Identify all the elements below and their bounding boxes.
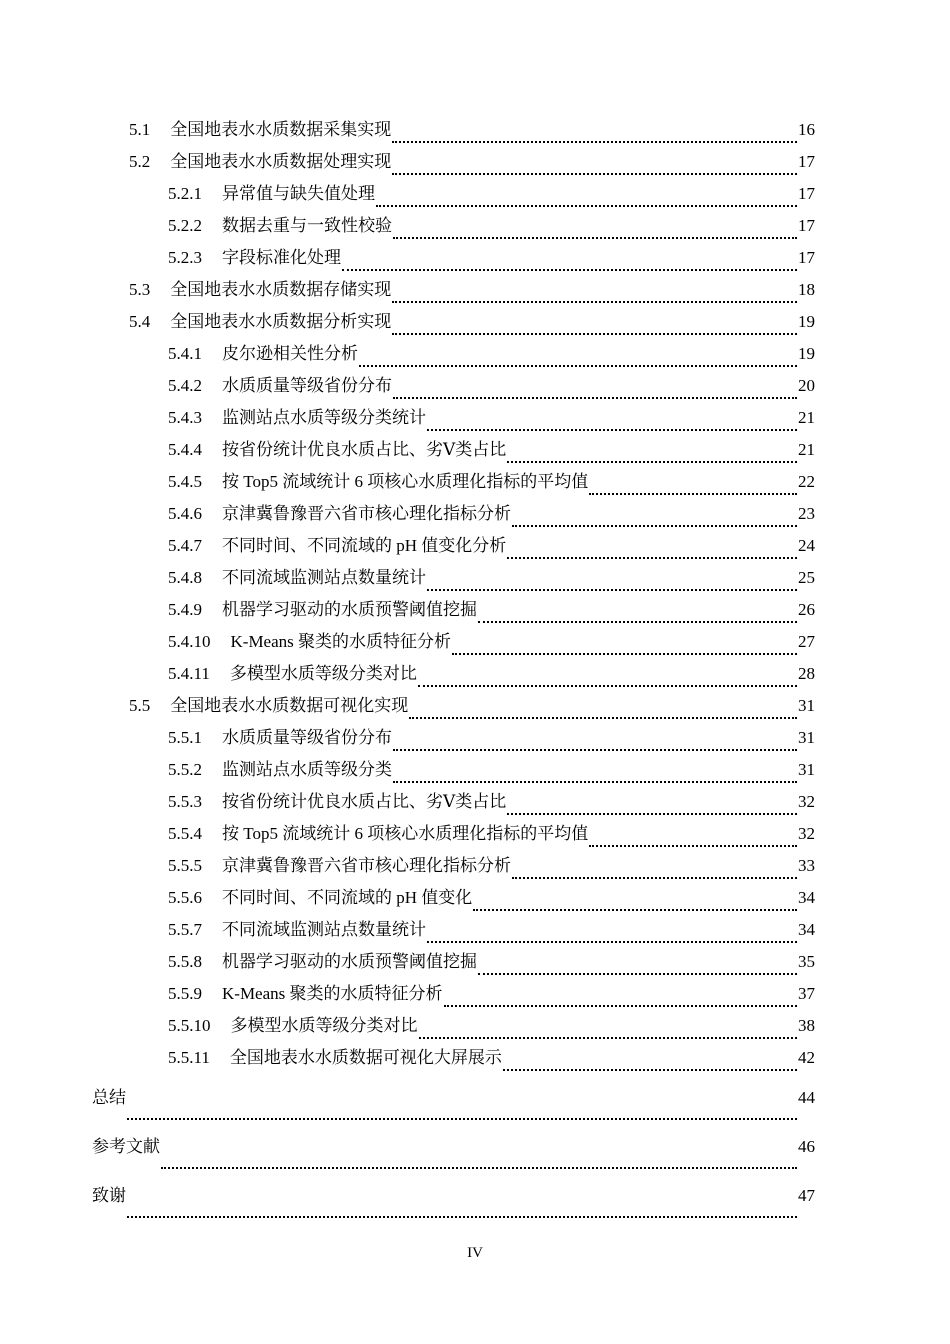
dot-leader: [512, 525, 797, 527]
toc-entry-page: 17: [798, 216, 815, 235]
toc-entry-page: 16: [798, 120, 815, 139]
toc-entry-number: 5.5.6: [168, 888, 202, 907]
toc-entry-title: 水质质量等级省份分布: [222, 728, 392, 747]
toc-entry-page: 32: [798, 792, 815, 811]
dot-leader: [393, 397, 797, 399]
toc-entry[interactable]: [0, 182, 815, 214]
toc-entry-page: 21: [798, 440, 815, 459]
toc-entry-title: 按 Top5 流域统计 6 项核心水质理化指标的平均值: [222, 824, 589, 843]
toc-entry[interactable]: [0, 438, 815, 470]
dot-leader: [393, 237, 797, 239]
toc-entry-title: 机器学习驱动的水质预警阈值挖掘: [222, 952, 477, 971]
toc-entry-number: 5.5.7: [168, 920, 202, 939]
toc-entry-title: 不同时间、不同流域的 pH 值变化: [222, 888, 473, 907]
toc-entry-title: 不同流域监测站点数量统计: [222, 920, 426, 939]
toc-entry-page: 47: [798, 1186, 815, 1205]
toc-entry[interactable]: [0, 822, 815, 854]
dot-leader: [452, 653, 797, 655]
toc-entry[interactable]: [0, 982, 815, 1014]
toc-entry-number: 5.5.10: [168, 1016, 211, 1035]
toc-entry-page: 28: [798, 664, 815, 683]
toc-entry-page: 23: [798, 504, 815, 523]
toc-entry-number: 5.4.9: [168, 600, 202, 619]
toc-entry-page: 17: [798, 248, 815, 267]
toc-entry-page: 33: [798, 856, 815, 875]
table-of-contents: [0, 118, 950, 1225]
dot-leader: [473, 909, 797, 911]
toc-entry-title: 监测站点水质等级分类统计: [222, 408, 426, 427]
toc-entry-title: 不同时间、不同流域的 pH 值变化分析: [222, 536, 507, 555]
toc-entry[interactable]: [0, 918, 815, 950]
toc-entry-page: 22: [798, 472, 815, 491]
toc-entry-title: 多模型水质等级分类对比: [230, 1016, 418, 1035]
toc-entry-page: 18: [798, 280, 815, 299]
toc-entry-page: 31: [798, 728, 815, 747]
toc-entry-number: 5.4.6: [168, 504, 202, 523]
dot-leader: [478, 621, 797, 623]
toc-entry[interactable]: [0, 886, 815, 918]
toc-entry-page: 34: [798, 920, 815, 939]
toc-entry-title: 总结: [92, 1088, 126, 1108]
toc-entry-page: 32: [798, 824, 815, 843]
toc-entry-title: 多模型水质等级分类对比: [229, 664, 417, 683]
toc-entry[interactable]: [0, 1127, 815, 1176]
toc-entry-number: 5.4.5: [168, 472, 202, 491]
dot-leader: [393, 749, 797, 751]
toc-entry-page: 31: [798, 696, 815, 715]
toc-entry[interactable]: [0, 150, 815, 182]
dot-leader: [589, 845, 797, 847]
dot-leader: [359, 365, 797, 367]
toc-entry-title: 皮尔逊相关性分析: [222, 344, 358, 363]
dot-leader: [478, 973, 797, 975]
toc-entry-number: 5.2.2: [168, 216, 202, 235]
toc-entry-title: 致谢: [92, 1186, 126, 1206]
toc-entry-number: 5.4.4: [168, 440, 202, 459]
toc-entry[interactable]: [0, 342, 815, 374]
toc-entry[interactable]: [0, 278, 815, 310]
dot-leader: [376, 205, 797, 207]
toc-entry-number: 5.3: [129, 280, 151, 299]
toc-entry-number: 5.4.11: [168, 664, 210, 683]
toc-entry-page: 17: [798, 152, 815, 171]
dot-leader: [392, 173, 797, 175]
dot-leader: [161, 1167, 797, 1169]
toc-entry-page: 19: [798, 312, 815, 331]
toc-entry-number: 5.5: [129, 696, 151, 715]
dot-leader: [512, 877, 797, 879]
toc-entry-title: 数据去重与一致性校验: [222, 216, 392, 235]
toc-entry[interactable]: [0, 790, 815, 822]
toc-entry[interactable]: [0, 214, 815, 246]
toc-entry-number: 5.5.4: [168, 824, 202, 843]
toc-entry-title: 按 Top5 流域统计 6 项核心水质理化指标的平均值: [222, 472, 589, 491]
toc-entry[interactable]: [0, 630, 815, 662]
toc-entry-title: 不同流域监测站点数量统计: [222, 568, 426, 587]
toc-entry-page: 20: [798, 376, 815, 395]
toc-entry-number: 5.5.9: [168, 984, 202, 1003]
toc-entry-number: 5.4.8: [168, 568, 202, 587]
toc-entry-title: 水质质量等级省份分布: [222, 376, 392, 395]
toc-entry-title: 全国地表水水质数据可视化大屏展示: [229, 1048, 502, 1067]
dot-leader: [392, 333, 797, 335]
toc-entry[interactable]: [0, 566, 815, 598]
toc-entry-number: 5.5.5: [168, 856, 202, 875]
toc-entry-number: 5.2: [129, 152, 151, 171]
toc-entry-page: 42: [798, 1048, 815, 1067]
dot-leader: [427, 429, 797, 431]
toc-entry-title: 按省份统计优良水质占比、劣Ⅴ类占比: [222, 792, 507, 811]
toc-entry[interactable]: [0, 1078, 815, 1127]
toc-entry-title: K-Means 聚类的水质特征分析: [222, 984, 443, 1003]
toc-entry-page: 25: [798, 568, 815, 587]
dot-leader: [418, 685, 797, 687]
dot-leader: [507, 461, 797, 463]
toc-entry-number: 5.5.8: [168, 952, 202, 971]
dot-leader: [342, 269, 797, 271]
toc-entry-number: 5.2.1: [168, 184, 202, 203]
dot-leader: [419, 1037, 798, 1039]
dot-leader: [392, 141, 797, 143]
toc-entry-title: K-Means 聚类的水质特征分析: [230, 632, 452, 651]
toc-entry-title: 异常值与缺失值处理: [222, 184, 375, 203]
dot-leader: [444, 1005, 797, 1007]
toc-entry-title: 机器学习驱动的水质预警阈值挖掘: [222, 600, 477, 619]
toc-entry-page: 31: [798, 760, 815, 779]
toc-entry[interactable]: [0, 1176, 815, 1225]
toc-entry[interactable]: [0, 950, 815, 982]
toc-entry[interactable]: [0, 310, 815, 342]
toc-entry[interactable]: [0, 246, 815, 278]
toc-entry[interactable]: [0, 534, 815, 566]
dot-leader: [507, 557, 797, 559]
toc-entry-number: 5.4.2: [168, 376, 202, 395]
toc-entry-number: 5.5.2: [168, 760, 202, 779]
dot-leader: [427, 941, 797, 943]
dot-leader: [507, 813, 797, 815]
toc-entry[interactable]: [0, 598, 815, 630]
dot-leader: [503, 1069, 797, 1071]
toc-entry-page: 35: [798, 952, 815, 971]
dot-leader: [127, 1118, 797, 1120]
toc-entry[interactable]: [0, 726, 815, 758]
toc-entry-page: 44: [798, 1088, 815, 1107]
toc-entry-page: 19: [798, 344, 815, 363]
toc-entry[interactable]: [0, 694, 815, 726]
dot-leader: [589, 493, 797, 495]
toc-entry-number: 5.1: [129, 120, 151, 139]
toc-entry-page: 37: [798, 984, 815, 1003]
toc-entry[interactable]: [0, 374, 815, 406]
toc-entry-page: 46: [798, 1137, 815, 1156]
toc-entry-title: 京津冀鲁豫晋六省市核心理化指标分析: [222, 504, 511, 523]
toc-entry-number: 5.4.7: [168, 536, 202, 555]
toc-entry-number: 5.4.3: [168, 408, 202, 427]
dot-leader: [393, 781, 797, 783]
toc-entry-number: 5.4: [129, 312, 151, 331]
toc-entry-page: 17: [798, 184, 815, 203]
toc-entry-page: 26: [798, 600, 815, 619]
toc-entry-title: 监测站点水质等级分类: [222, 760, 392, 779]
toc-entry-page: 34: [798, 888, 815, 907]
page-number: IV: [467, 1245, 483, 1261]
dot-leader: [409, 717, 797, 719]
toc-entry-number: 5.5.1: [168, 728, 202, 747]
toc-entry-title: 全国地表水水质数据可视化实现: [170, 696, 409, 715]
toc-entry-number: 5.2.3: [168, 248, 202, 267]
toc-entry-number: 5.5.3: [168, 792, 202, 811]
toc-entry-number: 5.4.10: [168, 632, 211, 651]
toc-entry-page: 21: [798, 408, 815, 427]
toc-entry-title: 字段标准化处理: [222, 248, 341, 267]
toc-entry[interactable]: [0, 662, 815, 694]
toc-entry[interactable]: [0, 1046, 815, 1078]
toc-entry-page: 24: [798, 536, 815, 555]
toc-entry[interactable]: [0, 1014, 815, 1046]
toc-entry[interactable]: [0, 758, 815, 790]
toc-entry[interactable]: [0, 406, 815, 438]
dot-leader: [427, 589, 797, 591]
toc-entry-title: 全国地表水水质数据分析实现: [170, 312, 392, 331]
toc-entry-title: 参考文献: [92, 1137, 160, 1157]
toc-entry[interactable]: [0, 118, 815, 150]
toc-entry-page: 27: [798, 632, 815, 651]
toc-entry-title: 按省份统计优良水质占比、劣Ⅴ类占比: [222, 440, 507, 459]
toc-entry-number: 5.5.11: [168, 1048, 210, 1067]
toc-entry-title: 京津冀鲁豫晋六省市核心理化指标分析: [222, 856, 511, 875]
dot-leader: [392, 301, 797, 303]
toc-entry[interactable]: [0, 502, 815, 534]
toc-entry-title: 全国地表水水质数据采集实现: [170, 120, 392, 139]
toc-entry-page: 38: [798, 1016, 815, 1035]
dot-leader: [127, 1216, 797, 1218]
toc-entry-title: 全国地表水水质数据处理实现: [170, 152, 392, 171]
toc-entry[interactable]: [0, 854, 815, 886]
toc-entry-title: 全国地表水水质数据存储实现: [170, 280, 392, 299]
toc-entry-number: 5.4.1: [168, 344, 202, 363]
toc-entry[interactable]: [0, 470, 815, 502]
